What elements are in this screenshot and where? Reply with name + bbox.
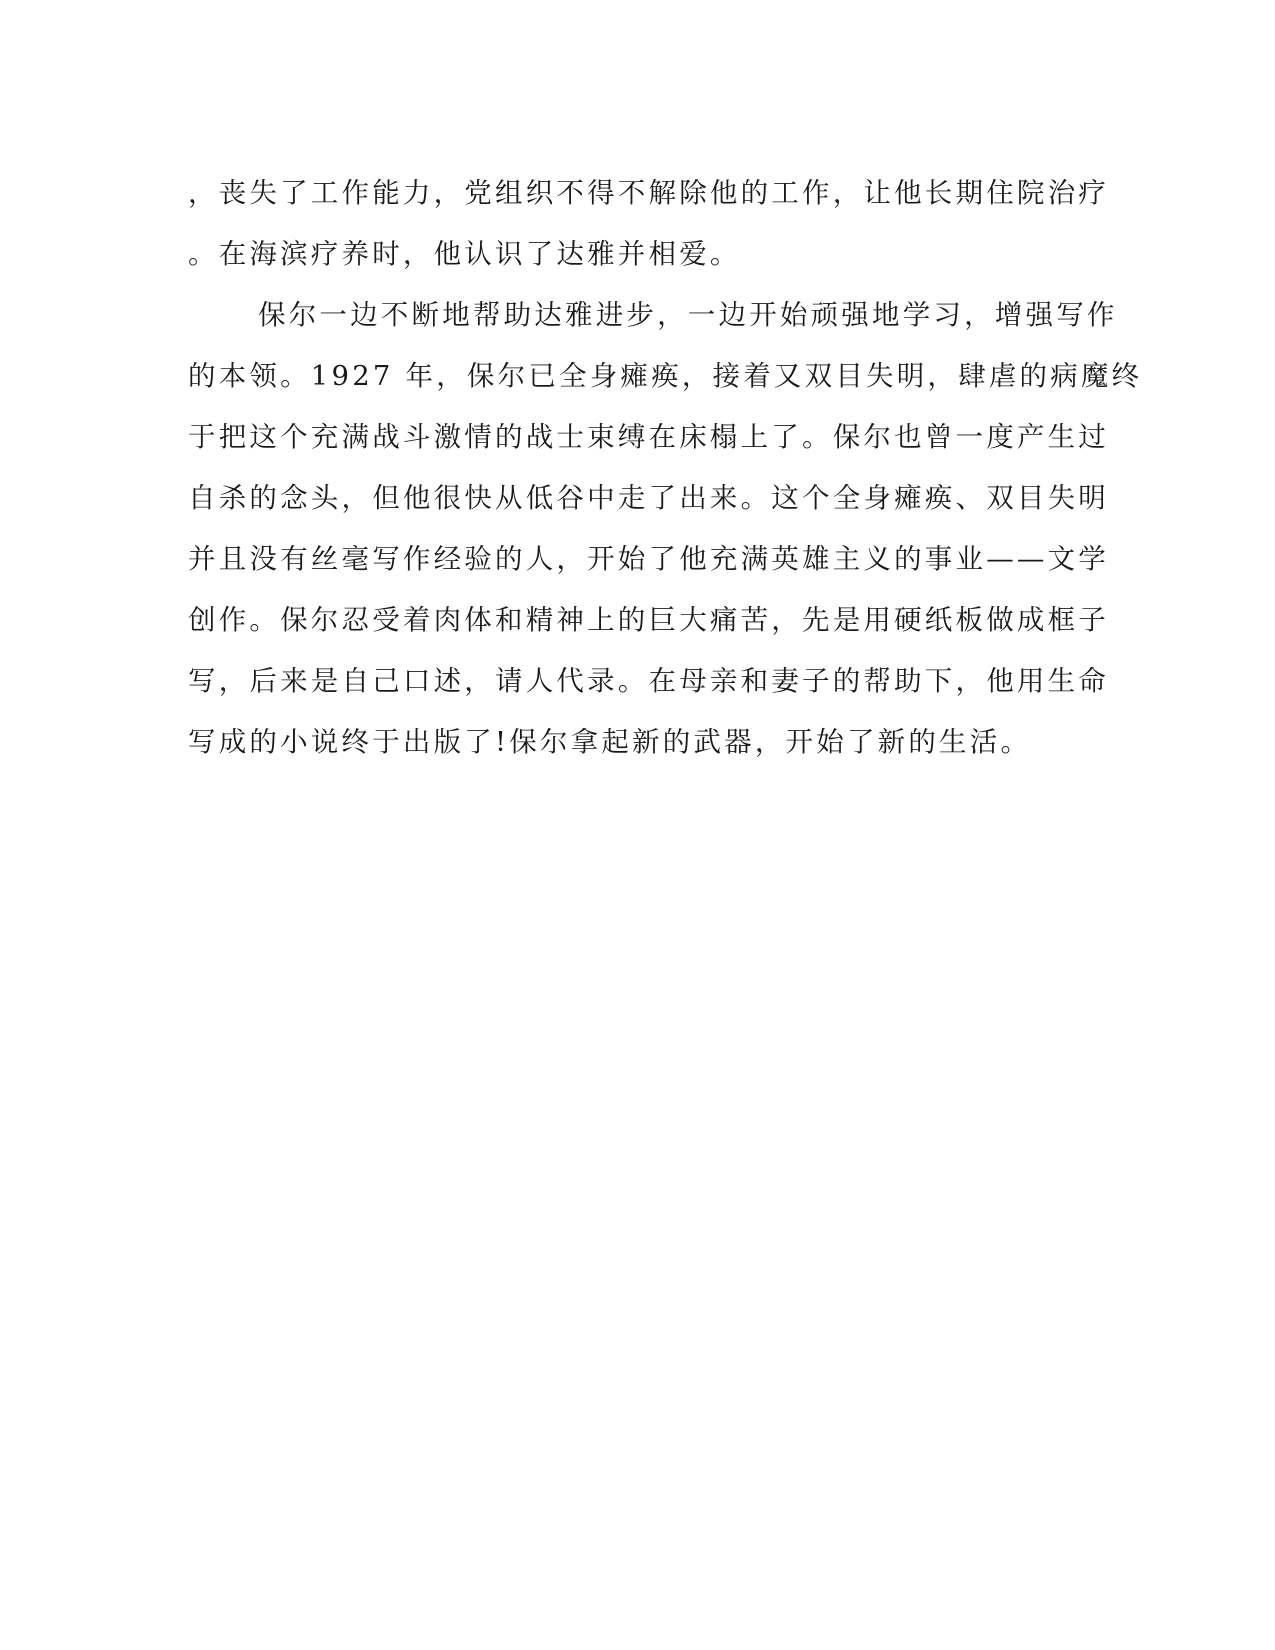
text-line: ，丧失了工作能力，党组织不得不解除他的工作，让他长期住院治疗	[188, 177, 1109, 209]
body-text	[188, 163, 1143, 773]
text-line: 写，后来是自己口述，请人代录。在母亲和妻子的帮助下，他用生命	[188, 665, 1109, 697]
text-line: 。在海滨疗养时，他认识了达雅并相爱。	[188, 238, 741, 270]
text-line: 创作。保尔忍受着肉体和精神上的巨大痛苦，先是用硬纸板做成框子	[188, 604, 1109, 636]
text-line: 于把这个充满战斗激情的战士束缚在床榻上了。保尔也曾一度产生过	[188, 421, 1109, 453]
paragraph-first-line: 保尔一边不断地帮助达雅进步，一边开始顽强地学习，增强写作	[258, 299, 1118, 331]
text-line: 自杀的念头，但他很快从低谷中走了出来。这个全身瘫痪、双目失明	[188, 482, 1109, 514]
text-line: 写成的小说终于出版了!保尔拿起新的武器，开始了新的生活。	[188, 726, 1032, 758]
text-line: 并且没有丝毫写作经验的人，开始了他充满英雄主义的事业——文学	[188, 543, 1109, 575]
text-line: 的本领。1927 年，保尔已全身瘫痪，接着又双目失明，肆虐的病魔终	[188, 360, 1143, 392]
